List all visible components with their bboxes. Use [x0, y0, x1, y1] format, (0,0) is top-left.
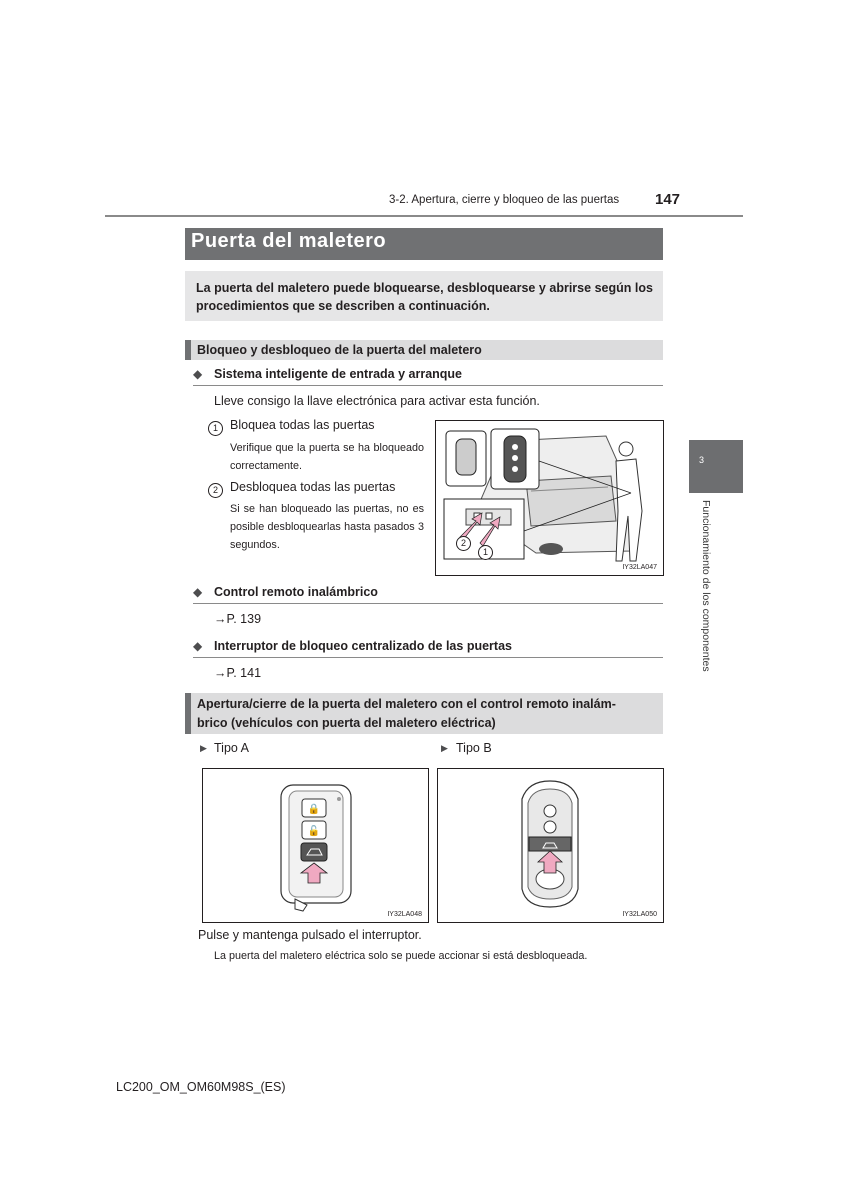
- header-rule: [105, 215, 743, 217]
- section-heading: Bloqueo y desbloqueo de la puerta del maletero: [197, 343, 482, 357]
- diamond-icon: ◆: [193, 639, 203, 653]
- svg-text:🔓: 🔓: [307, 826, 321, 837]
- chapter-tab: [689, 440, 743, 493]
- item-1-label: Bloquea todas las puertas: [230, 418, 375, 432]
- figure-smart-entry: [435, 420, 664, 576]
- running-header-section: 3-2. Apertura, cierre y bloqueo de las puertas: [389, 194, 620, 206]
- figure-callout-1: 1: [478, 542, 493, 560]
- triangle-icon: ▶: [441, 743, 448, 753]
- figure-key-type-a: [202, 768, 429, 923]
- item-number-1: 1: [208, 418, 223, 436]
- subsection-rule: [193, 385, 663, 386]
- key-type-a-illustration: [203, 769, 428, 922]
- diamond-icon: ◆: [193, 585, 203, 599]
- item-2-label: Desbloquea todas las puertas: [230, 480, 396, 494]
- type-b-label: Tipo B: [456, 741, 492, 755]
- remote-title: Control remoto inalámbrico: [214, 585, 378, 599]
- figure-b-code: IY32LA050: [622, 911, 657, 918]
- section2-heading-line1: Apertura/cierre de la puerta del maletero con el control remoto inalám-: [197, 697, 616, 711]
- subsection-rule: [193, 603, 663, 604]
- page-title: Puerta del maletero: [191, 230, 387, 252]
- item-number-2: 2: [208, 480, 223, 498]
- intro-text: La puerta del maletero puede bloquearse, desbloquearse y abrirse según los procedimientos que se describen a continuación.: [196, 281, 653, 313]
- figure-callout-2: 2: [456, 533, 471, 551]
- smart-entry-title: Sistema inteligente de entrada y arranque: [214, 367, 462, 381]
- smart-entry-intro: Lleve consigo la llave electrónica para activar esta función.: [214, 394, 540, 408]
- note-text: La puerta del maletero eléctrica solo se puede accionar si está desbloqueada.: [214, 950, 588, 962]
- diamond-icon: ◆: [193, 367, 203, 381]
- triangle-icon: ▶: [200, 743, 207, 753]
- instruction-text: Pulse y mantenga pulsado el interruptor.: [198, 928, 422, 942]
- figure-key-type-b: [437, 768, 664, 923]
- item-2-note: Si se han bloqueado las puertas, no es posible desbloquearlas hasta pasados 3 segundos.: [230, 503, 424, 551]
- chapter-tab-number: 3: [699, 455, 705, 465]
- figure-smart-entry-illustration: [436, 421, 663, 575]
- type-a-label: Tipo A: [214, 741, 249, 755]
- central-lock-title: Interruptor de bloqueo centralizado de las puertas: [214, 639, 512, 653]
- page-number: 147: [655, 191, 681, 208]
- key-type-b-illustration: [438, 769, 663, 922]
- remote-reference: →P. 139: [214, 612, 262, 626]
- item-1-note: Verifique que la puerta se ha bloqueado correctamente.: [230, 442, 424, 472]
- svg-text:🔒: 🔒: [307, 804, 321, 815]
- figure-a-code: IY32LA048: [387, 911, 422, 918]
- subsection-rule: [193, 657, 663, 658]
- footer-code: LC200_OM_OM60M98S_(ES): [116, 1080, 286, 1094]
- central-lock-reference: →P. 141: [214, 666, 262, 680]
- section2-heading-line2: brico (vehículos con puerta del maletero eléctrica): [197, 716, 496, 730]
- chapter-tab-label: Funcionamiento de los componentes: [700, 500, 712, 672]
- figure-code: IY32LA047: [622, 564, 657, 571]
